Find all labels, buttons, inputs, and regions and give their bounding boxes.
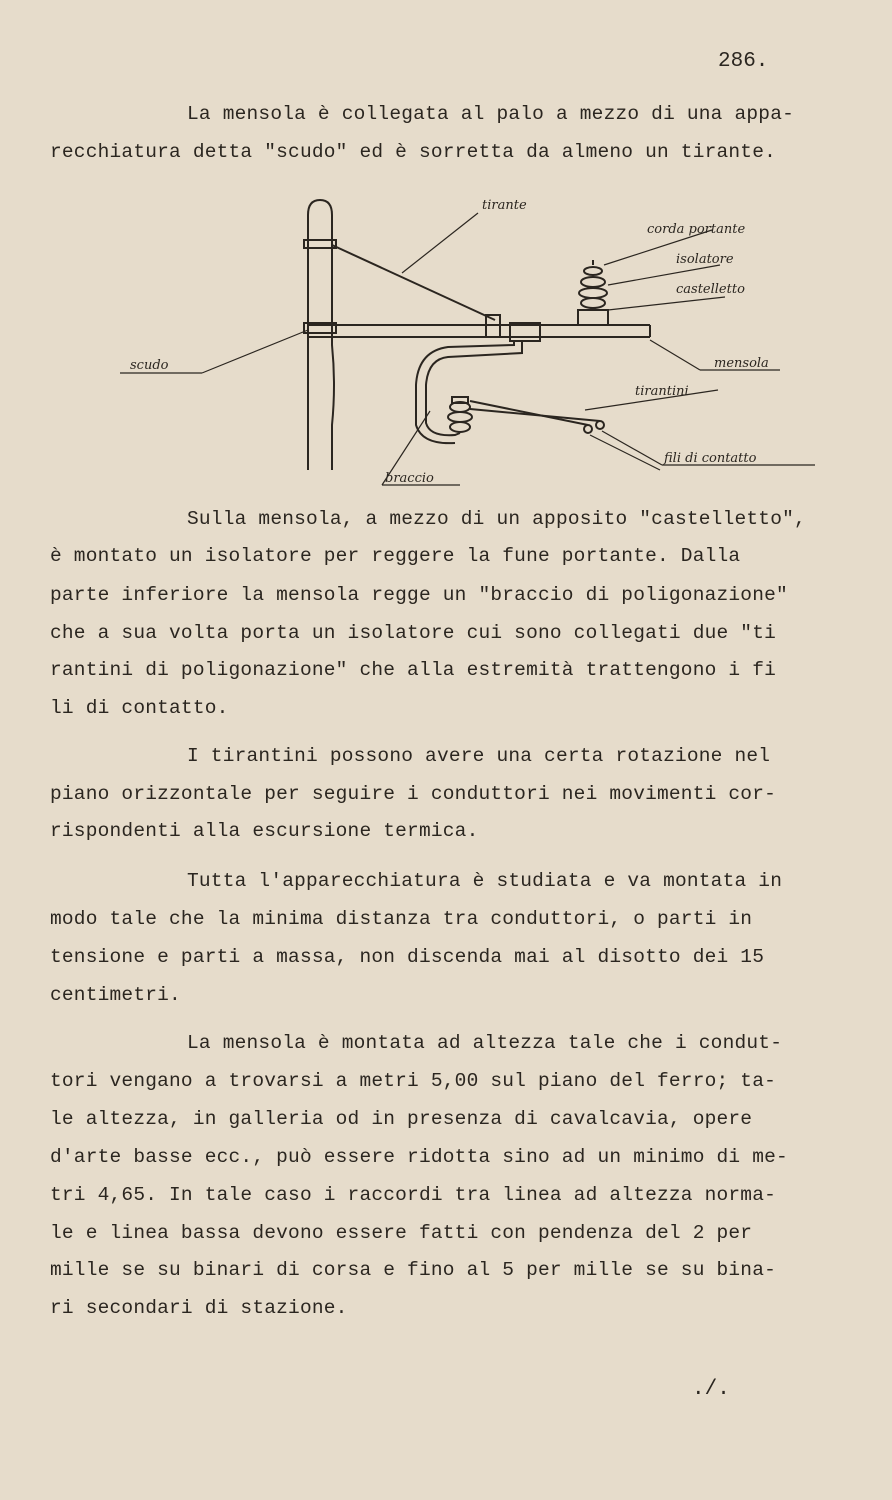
- page-number: 286.: [718, 50, 769, 73]
- label-fili-di-contatto: fili di contatto: [664, 451, 757, 466]
- tie-rod: [332, 245, 495, 320]
- label-castelletto: castelletto: [676, 282, 745, 297]
- paragraph-line: ri secondari di stazione.: [50, 1297, 348, 1319]
- paragraph-line: tensione e parti a massa, non discenda mai al disotto dei 15: [50, 946, 765, 968]
- paragraph-line: parte inferiore la mensola regge un "braccio di poligonazione": [50, 584, 788, 606]
- label-isolatore: isolatore: [676, 252, 734, 267]
- paragraph-line: piano orizzontale per seguire i conduttori nei movimenti cor-: [50, 783, 777, 805]
- intro-line: La mensola è collegata al palo a mezzo di una appa-: [187, 103, 794, 125]
- label-corda-portante: corda portante: [647, 222, 746, 237]
- braccio-shape: [426, 341, 522, 435]
- paragraph-line: rantini di poligonazione" che alla estremità trattengono i fi: [50, 659, 777, 681]
- label-mensola: mensola: [714, 356, 769, 371]
- paragraph-line: Sulla mensola, a mezzo di un apposito "castelletto",: [187, 508, 806, 530]
- paragraph-line: mille se su binari di corsa e fino al 5 per mille se su bina-: [50, 1259, 777, 1281]
- paragraph-line: che a sua volta porta un isolatore cui sono collegati due "ti: [50, 622, 777, 644]
- paragraph-line: tori vengano a trovarsi a metri 5,00 sul piano del ferro; ta-: [50, 1070, 777, 1092]
- paragraph-line: d'arte basse ecc., può essere ridotta sino ad un minimo di me-: [50, 1146, 788, 1168]
- catenary-bracket-diagram: [110, 185, 830, 495]
- castelletto-shape: [578, 310, 608, 325]
- paragraph-line: modo tale che la minima distanza tra conduttori, o parti in: [50, 908, 753, 930]
- intro-line: recchiatura detta "scudo" ed è sorretta da almeno un tirante.: [50, 141, 777, 163]
- paragraph-line: La mensola è montata ad altezza tale che i condut-: [187, 1032, 783, 1054]
- leader-tirante: [402, 213, 478, 273]
- label-tirante: tirante: [482, 198, 527, 213]
- end-mark: ./.: [692, 1378, 730, 1401]
- paragraph-line: rispondenti alla escursione termica.: [50, 820, 479, 842]
- paragraph-line: I tirantini possono avere una certa rotazione nel: [187, 745, 771, 767]
- paragraph-line: li di contatto.: [50, 697, 229, 719]
- label-tirantini: tirantini: [635, 384, 689, 399]
- label-braccio: braccio: [385, 471, 434, 486]
- paragraph-line: Tutta l'apparecchiatura è studiata e va montata in: [187, 870, 783, 892]
- paragraph-line: le e linea bassa devono essere fatti con pendenza del 2 per: [50, 1222, 753, 1244]
- paragraph-line: centimetri.: [50, 984, 181, 1006]
- paragraph-line: le altezza, in galleria od in presenza di cavalcavia, opere: [50, 1108, 753, 1130]
- label-scudo: scudo: [130, 358, 169, 373]
- paragraph-line: tri 4,65. In tale caso i raccordi tra linea ad altezza norma-: [50, 1184, 777, 1206]
- paragraph-line: è montato un isolatore per reggere la fune portante. Dalla: [50, 545, 741, 567]
